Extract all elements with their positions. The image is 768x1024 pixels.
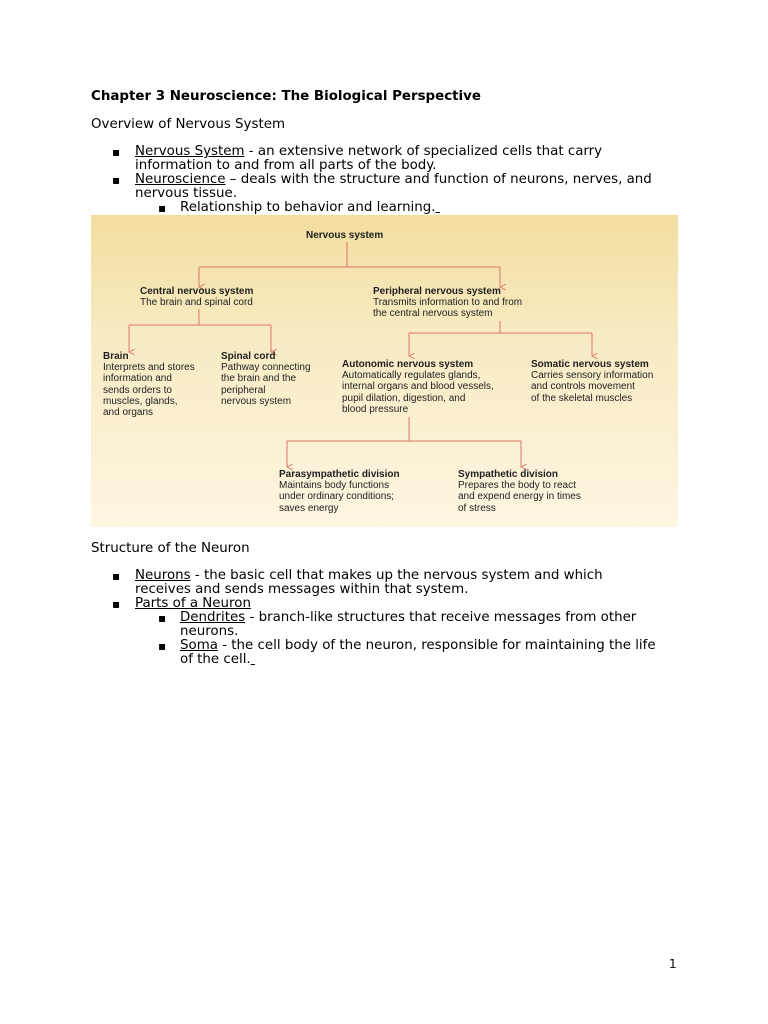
node-desc: the central nervous system: [373, 308, 493, 320]
definition-continuation: receives and sends messages within that system.: [135, 582, 469, 597]
node-desc: internal organs and blood vessels,: [342, 381, 494, 393]
definition-continuation: nervous tissue.: [135, 186, 237, 201]
list-item: [135, 145, 602, 159]
definition-text: - branch-like structures that receive messages from other: [245, 610, 637, 625]
definition-text: – deals with the structure and function of neurons, nerves, and: [225, 172, 652, 187]
definition-continuation: neurons.: [180, 624, 239, 639]
node-spinal-cord: [221, 351, 311, 407]
continuation-text: of the cell.: [180, 652, 251, 667]
page-number: 1: [669, 957, 677, 971]
node-desc: muscles, glands,: [103, 395, 178, 407]
node-central-nervous-system: [140, 286, 253, 308]
node-desc: peripheral: [221, 384, 266, 396]
node-somatic-nervous-system: [531, 359, 653, 404]
definition-continuation: information to and from all parts of the body.: [135, 158, 437, 173]
node-desc: sends orders to: [103, 384, 172, 396]
node-title: Autonomic nervous system: [342, 359, 474, 370]
bullet-icon: ▪: [112, 569, 121, 583]
node-title: Parasympathetic division: [279, 469, 400, 480]
definition-text: - the basic cell that makes up the nervous system and which: [190, 568, 603, 583]
node-desc: and expend energy in times: [458, 491, 581, 503]
term-nervous-system: Nervous System: [135, 144, 245, 159]
bullet-icon: ▪: [158, 201, 167, 215]
bullet-icon: ▪: [112, 145, 121, 159]
nervous-system-diagram: [91, 215, 678, 527]
node-desc: information and: [103, 373, 172, 385]
node-title: Central nervous system: [140, 286, 254, 297]
node-desc: Prepares the body to react: [458, 480, 576, 492]
definition-text: - the cell body of the neuron, responsible for maintaining the life: [217, 638, 656, 653]
node-desc: Carries sensory information: [531, 370, 654, 382]
node-desc: Automatically regulates glands,: [342, 370, 481, 382]
bullet-icon: ▪: [112, 597, 121, 611]
node-desc: The brain and spinal cord: [140, 297, 253, 309]
node-title: Somatic nervous system: [531, 359, 649, 370]
term-neurons: Neurons: [135, 568, 191, 583]
node-parasympathetic-division: [279, 469, 400, 514]
node-brain: [103, 351, 195, 418]
node-desc: of the skeletal muscles: [531, 392, 633, 404]
node-desc: Maintains body functions: [279, 480, 390, 492]
node-title: Peripheral nervous system: [373, 286, 501, 297]
node-desc: Transmits information to and from: [373, 297, 523, 309]
list-item: [135, 173, 652, 187]
definition-continuation: [180, 653, 255, 667]
term-parts-of-a-neuron: Parts of a Neuron: [135, 596, 251, 611]
term-soma: Soma: [180, 638, 218, 653]
node-desc: and organs: [103, 407, 154, 419]
trailing-space: [251, 652, 255, 667]
term-neuroscience: Neuroscience: [135, 172, 226, 187]
node-desc: saves energy: [279, 502, 339, 514]
node-nervous-system: [306, 230, 383, 241]
trailing-space: [436, 200, 440, 215]
node-desc: Pathway connecting: [221, 362, 311, 374]
node-desc: the brain and the: [221, 373, 297, 385]
node-desc: of stress: [458, 502, 496, 514]
node-desc: blood pressure: [342, 403, 409, 415]
sub-item-text: Relationship to behavior and learning.: [180, 200, 436, 215]
bullet-icon: ▪: [158, 639, 167, 653]
sub-list-item: [180, 611, 636, 625]
definition-text: - an extensive network of specialized cells that carry: [244, 144, 603, 159]
bullet-icon: ▪: [112, 173, 121, 187]
overview-heading: Overview of Nervous System: [91, 117, 285, 132]
bullet-icon: ▪: [158, 611, 167, 625]
sub-list-item: [180, 201, 440, 215]
sub-list-item: [180, 639, 656, 653]
structure-heading: Structure of the Neuron: [91, 541, 250, 556]
list-item: [135, 597, 251, 611]
node-autonomic-nervous-system: [342, 359, 494, 415]
node-desc: under ordinary conditions;: [279, 491, 395, 503]
node-desc: nervous system: [221, 395, 292, 407]
node-desc: pupil dilation, digestion, and: [342, 392, 466, 404]
node-title: Sympathetic division: [458, 469, 559, 480]
page-title: Chapter 3 Neuroscience: The Biological Perspective: [91, 89, 481, 104]
node-sympathetic-division: [458, 469, 581, 514]
list-item: [135, 569, 603, 583]
node-desc: Interprets and stores: [103, 362, 195, 374]
term-dendrites: Dendrites: [180, 610, 246, 625]
node-title: Spinal cord: [221, 351, 276, 362]
node-title: Nervous system: [306, 230, 384, 241]
node-title: Brain: [103, 351, 129, 362]
node-peripheral-nervous-system: [373, 286, 522, 320]
node-desc: and controls movement: [531, 381, 635, 393]
